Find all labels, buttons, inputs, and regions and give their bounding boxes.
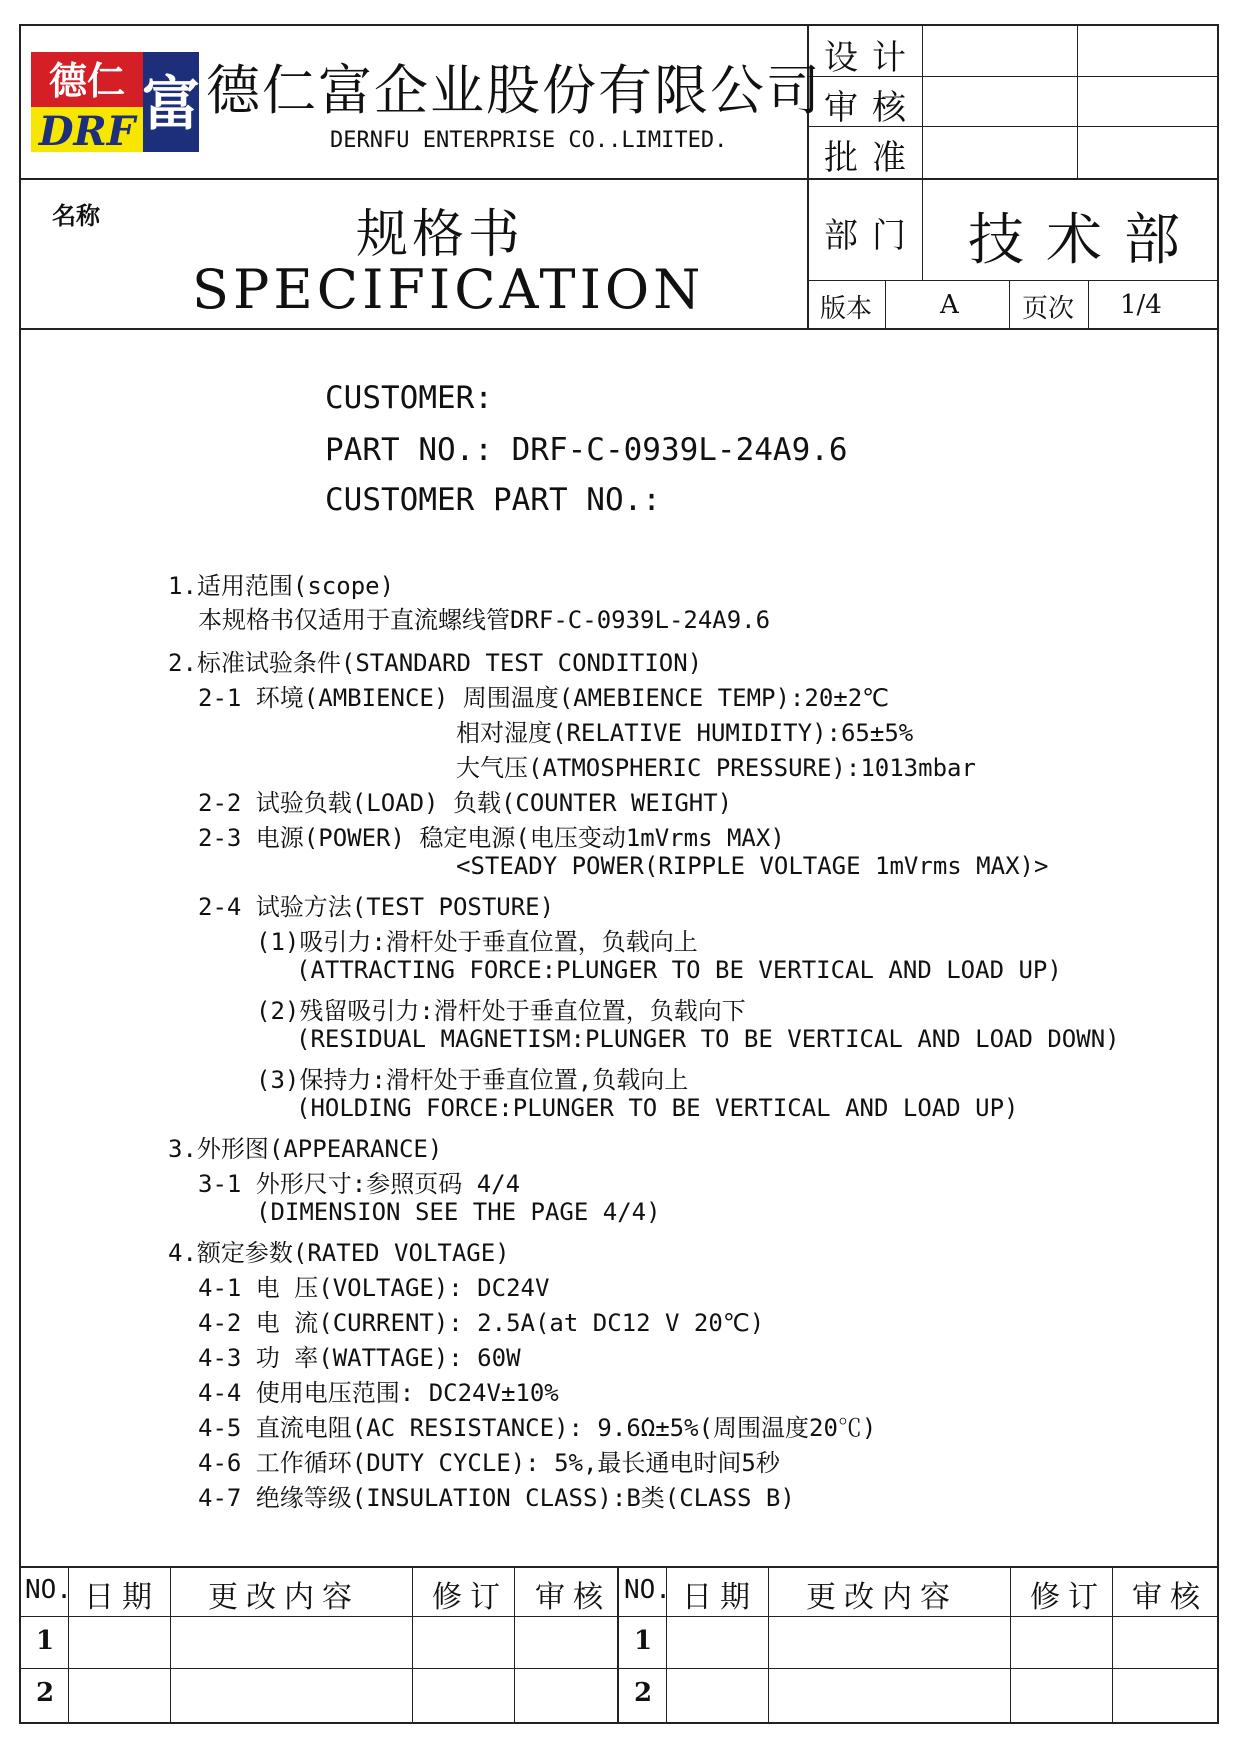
attracting-force: (1)吸引力:滑杆处于垂直位置，负载向上 xyxy=(256,928,698,956)
version-cell-divider-3 xyxy=(1088,280,1089,328)
name-label: 名称 xyxy=(52,202,100,230)
department-value: 技术部 xyxy=(968,208,1202,273)
ambience-temp: 2-1 环境(AMBIENCE) 周围温度(AMEBIENCE TEMP):20±2℃ xyxy=(198,684,890,712)
document-title-en: SPECIFICATION xyxy=(192,258,705,321)
rated-voltage: 4-1 电 压(VOLTAGE): DC24V xyxy=(198,1274,550,1302)
sign-column-divider xyxy=(1077,24,1078,178)
rev-row-number-right-1: 1 xyxy=(634,1626,653,1656)
holding-force-en: (HOLDING FORCE:PLUNGER TO BE VERTICAL AND LOAD UP) xyxy=(296,1094,1019,1122)
revision-table-row-divider-1 xyxy=(19,1616,1219,1617)
rev-header-no-left: NO. xyxy=(25,1575,72,1605)
rated-current: 4-2 电 流(CURRENT): 2.5A(at DC12 V 20℃) xyxy=(198,1309,765,1337)
logo-graphic xyxy=(31,52,199,152)
version-value: A xyxy=(940,290,959,320)
rev-header-revise-right: 修订 xyxy=(1030,1580,1106,1615)
rev-col-divider-7 xyxy=(1010,1566,1011,1724)
version-cell-divider-1 xyxy=(885,280,886,328)
duty-cycle: 4-6 工作循环(DUTY CYCLE): 5%,最长通电时间5秒 xyxy=(198,1449,780,1477)
sign-label-divider xyxy=(922,24,923,280)
rev-row-number-right-2: 2 xyxy=(634,1678,653,1708)
customer-part-line: CUSTOMER PART NO.: xyxy=(325,482,661,518)
rev-row-number-left-1: 1 xyxy=(36,1626,55,1656)
customer-line: CUSTOMER: xyxy=(325,380,493,416)
holding-force: (3)保持力:滑杆处于垂直位置,负载向上 xyxy=(256,1066,689,1094)
ambience-humidity: 相对湿度(RELATIVE HUMIDITY):65±5% xyxy=(456,719,914,747)
department-label: 部门 xyxy=(824,216,920,256)
revision-table-top xyxy=(19,1566,1219,1568)
test-posture-heading: 2-4 试验方法(TEST POSTURE) xyxy=(198,893,555,921)
page-label: 页次 xyxy=(1022,294,1075,324)
company-logo xyxy=(31,52,199,152)
rev-col-divider-2 xyxy=(170,1566,171,1724)
section-1-heading: 1.适用范围(scope) xyxy=(168,572,395,600)
logo-side-char: 富 xyxy=(141,70,199,138)
rev-center-divider xyxy=(617,1566,619,1724)
rev-col-divider-8 xyxy=(1112,1566,1113,1724)
scope-text: 本规格书仅适用于直流螺线管DRF-C-0939L-24A9.6 xyxy=(198,606,771,634)
logo-drf-text: DRF xyxy=(38,108,136,152)
voltage-range: 4-4 使用电压范围: DC24V±10% xyxy=(198,1379,559,1407)
rev-col-divider-3 xyxy=(412,1566,413,1724)
section-2-heading: 2.标准试验条件(STANDARD TEST CONDITION) xyxy=(168,649,703,677)
document-title-cn: 规格书 xyxy=(356,205,525,265)
logo-top-text: 德仁 xyxy=(48,58,126,103)
rev-header-date-right: 日期 xyxy=(682,1580,758,1615)
rev-header-content-left: 更改内容 xyxy=(208,1580,360,1615)
section-4-heading: 4.额定参数(RATED VOLTAGE) xyxy=(168,1239,510,1267)
rev-header-date-left: 日期 xyxy=(84,1580,160,1615)
part-no-line: PART NO.: DRF-C-0939L-24A9.6 xyxy=(325,432,848,468)
version-cell-divider-2 xyxy=(1009,280,1010,328)
rev-row-number-left-2: 2 xyxy=(36,1678,55,1708)
ambience-pressure: 大气压(ATMOSPHERIC PRESSURE):1013mbar xyxy=(456,754,976,782)
rev-col-divider-4 xyxy=(514,1566,515,1724)
section-3-heading: 3.外形图(APPEARANCE) xyxy=(168,1135,443,1163)
rev-header-no-right: NO. xyxy=(624,1575,671,1605)
rev-header-content-right: 更改内容 xyxy=(806,1580,958,1615)
dc-resistance: 4-5 直流电阻(AC RESISTANCE): 9.6Ω±5%(周围温度20℃) xyxy=(198,1414,877,1442)
rated-wattage: 4-3 功 率(WATTAGE): 60W xyxy=(198,1344,521,1372)
header-divider xyxy=(19,178,1219,180)
residual-magnetism-en: (RESIDUAL MAGNETISM:PLUNGER TO BE VERTICAL AND LOAD DOWN) xyxy=(296,1025,1120,1053)
test-power-en: <STEADY POWER(RIPPLE VOLTAGE 1mVrms MAX)> xyxy=(456,852,1049,880)
dimension-ref: 3-1 外形尺寸:参照页码 4/4 xyxy=(198,1170,521,1198)
attracting-force-en: (ATTRACTING FORCE:PLUNGER TO BE VERTICAL AND LOAD UP) xyxy=(296,956,1062,984)
version-label: 版本 xyxy=(820,294,873,324)
rev-header-review-left: 审核 xyxy=(535,1580,611,1615)
residual-magnetism: (2)残留吸引力:滑杆处于垂直位置，负载向下 xyxy=(256,997,746,1025)
rev-header-review-right: 审核 xyxy=(1132,1580,1208,1615)
rev-col-divider-6 xyxy=(768,1566,769,1724)
company-name-en: DERNFU ENTERPRISE CO..LIMITED. xyxy=(330,128,728,153)
page-value: 1/4 xyxy=(1120,290,1162,320)
rev-header-revise-left: 修订 xyxy=(432,1580,508,1615)
review-label: 审核 xyxy=(824,88,920,128)
version-row-divider xyxy=(807,280,1219,281)
revision-table-row-divider-2 xyxy=(19,1668,1219,1669)
approve-label: 批准 xyxy=(824,138,920,178)
insulation-class: 4-7 绝缘等级(INSULATION CLASS):B类(CLASS B) xyxy=(198,1484,795,1512)
design-label: 设计 xyxy=(824,38,920,78)
test-power: 2-3 电源(POWER) 稳定电源(电压变动1mVrms MAX) xyxy=(198,824,785,852)
company-name-cn: 德仁富企业股份有限公司 xyxy=(206,59,822,122)
test-load: 2-2 试验负载(LOAD) 负载(COUNTER WEIGHT) xyxy=(198,789,733,817)
dimension-ref-en: (DIMENSION SEE THE PAGE 4/4) xyxy=(256,1198,661,1226)
title-divider xyxy=(19,328,1219,330)
